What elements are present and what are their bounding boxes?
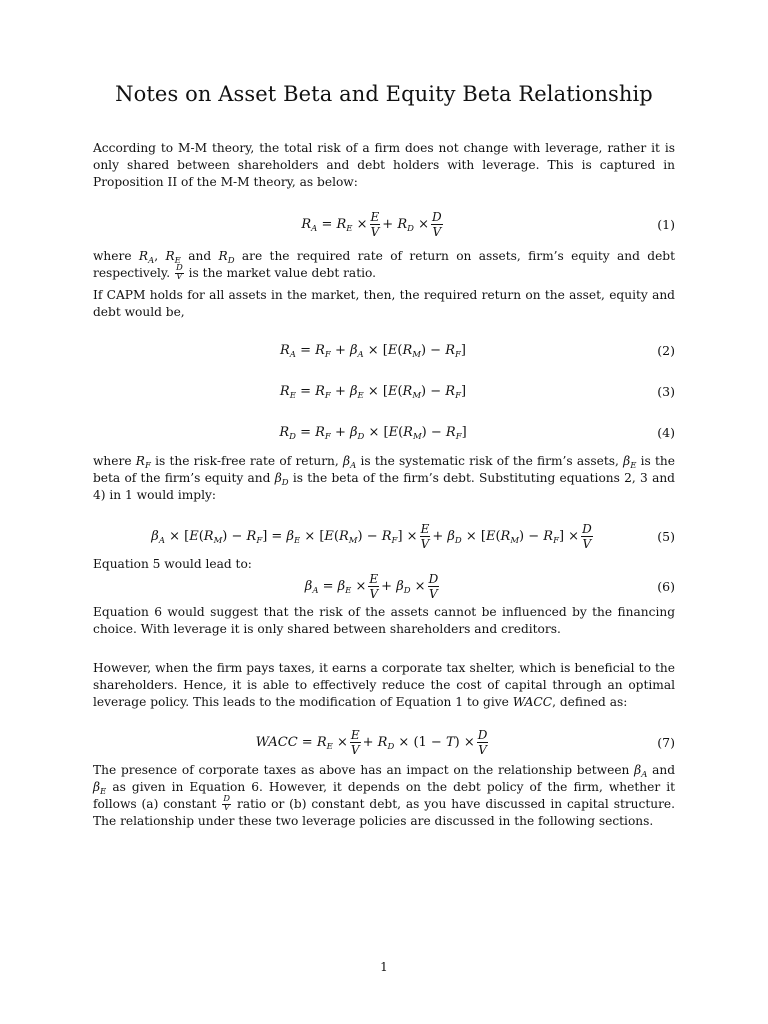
equation-7: WACC = $R_E$ × $\frac{E}{V}$ + $R_D \times (1 - T)$ × $\frac{D}{V}$ (7) [93, 722, 675, 762]
paragraph-capm: If CAPM holds for all assets in the market, then, the required return on the asset, equity and debt would be, [93, 288, 675, 319]
paragraph-taxes: However, when the firm pays taxes, it earns a corporate tax shelter, which is beneficial to the shareholders. Hence, it is able to effectively reduce the cost of capital through an optimal leverage policy. This leads to the modification of Equation 1 to give WACC, defined as: [93, 661, 675, 709]
equation-7-number: (7) [657, 734, 675, 750]
equation-5: $\beta_A \times [E(R_M) - R_F] = \beta_E \times [E(R_M) - R_F]$ × $\frac{E}{V}$ + $\beta_D \times [E(R_M) - R_F]$ × $\frac{D}{V}$ (5) [93, 516, 675, 556]
paragraph-intro: According to M-M theory, the total risk of a firm does not change with leverage, rather it is only shared between shareholders and debt holders with leverage. This is captured in Proposition II of the M-M theory, as below: [93, 141, 675, 189]
equation-2: $R_A = R_F + \beta_A \times [E(R_M) - R_F]$ (2) [93, 330, 675, 370]
equation-5-number: (5) [657, 528, 675, 544]
equation-3-number: (3) [657, 383, 675, 399]
equation-1-number: (1) [657, 216, 675, 232]
page-title: Notes on Asset Beta and Equity Beta Relationship [115, 82, 653, 106]
paragraph-conclusion: The presence of corporate taxes as above has an impact on the relationship between $\beta_A$ and $\beta_E$ as given in Equation 6. However, it depends on the debt policy of the firm, whether it follows (a) constant $\frac{D}{V}$ ratio or (b) constant debt, as you have discussed in capital structure. The relationship under these two leverage policies are discussed in the following sections. [93, 763, 676, 828]
paragraph-eq6-implication: Equation 6 would suggest that the risk of the assets cannot be influenced by the financing choice. With leverage it is only shared between shareholders and creditors. [93, 605, 675, 636]
equation-6: $\beta_A = \beta_E$ × $\frac{E}{V}$ + $\beta_D$ × $\frac{D}{V}$ (6) [93, 566, 675, 606]
paragraph-eq5-lead: Equation 5 would lead to: [93, 557, 252, 571]
equation-4: $R_D = R_F + \beta_D \times [E(R_M) - R_F]$ (4) [93, 412, 675, 452]
equation-3: $R_E = R_F + \beta_E \times [E(R_M) - R_F]$ (3) [93, 371, 675, 411]
equation-4-number: (4) [657, 424, 675, 440]
paragraph-definitions: where $R_A$, $R_E$ and $R_D$ are the required rate of return on assets, firm’s equity and debt respectively. $\frac{D}{V}$ is the market value debt ratio. [93, 249, 676, 282]
equation-1 [93, 204, 675, 244]
equation-1-expression: $R_A = R_E$ × $\frac{E}{V}$ + $R_D$ × $\frac{D}{V}$ [301, 209, 442, 239]
page-number: 1 [380, 960, 388, 974]
equation-6-number: (6) [657, 578, 675, 594]
equation-2-number: (2) [657, 342, 675, 358]
paragraph-beta-definitions: where $R_F$ is the risk-free rate of return, $\beta_A$ is the systematic risk of the firm’s assets, $\beta_E$ is the beta of the firm’s equity and $\beta_D$ is the beta of the firm’s debt. Substituting equations 2, 3 and 4) in 1 would imply: [93, 454, 675, 502]
